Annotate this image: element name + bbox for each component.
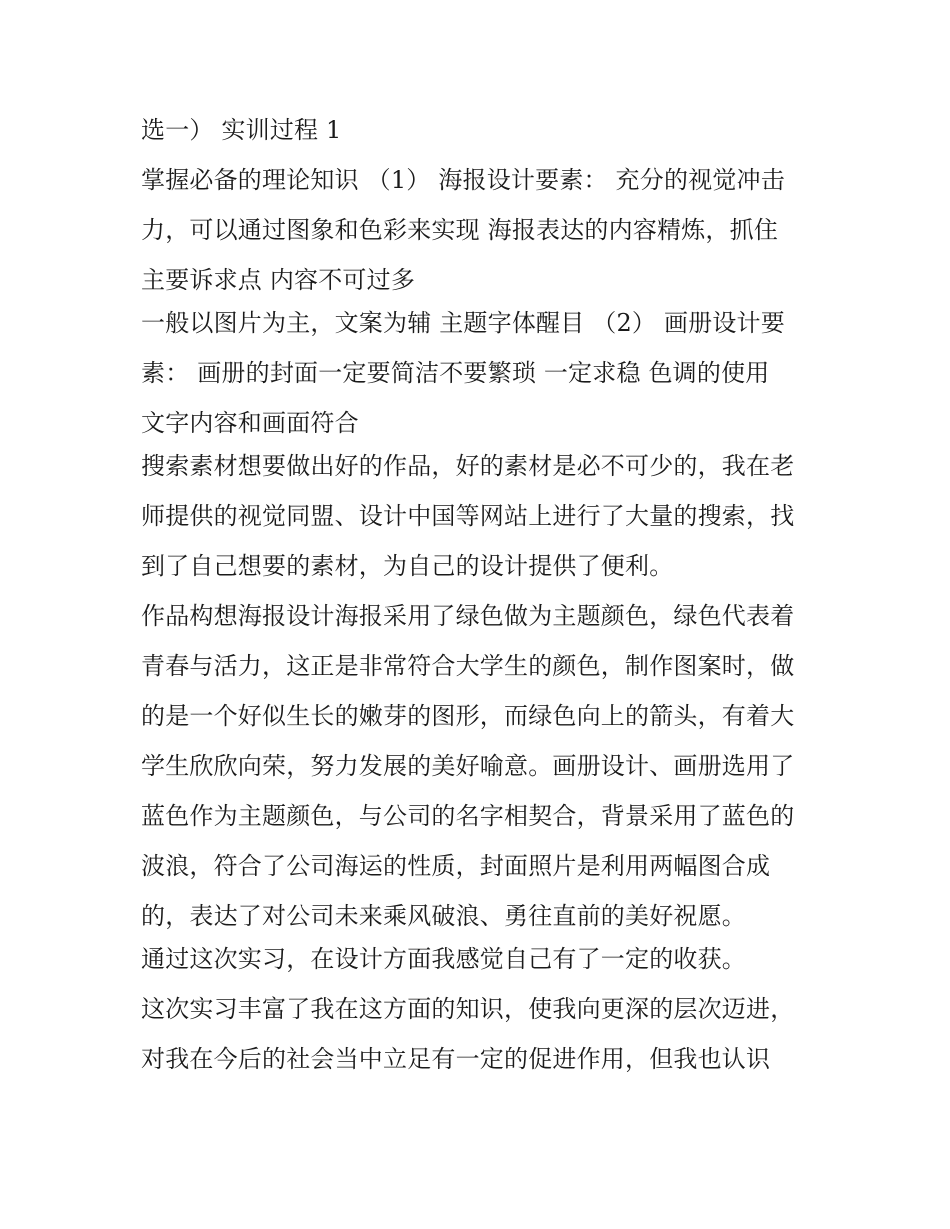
text-line: 的，表达了对公司未来乘风破浪、勇往直前的美好祝愿。 xyxy=(141,902,746,930)
text-line: 波浪，符合了公司海运的性质，封面照片是利用两幅图合成 xyxy=(141,852,771,880)
text-line: 主要诉求点 内容不可过多 xyxy=(141,266,416,294)
text-line: 到了自己想要的素材，为自己的设计提供了便利。 xyxy=(141,552,674,580)
text-line: 一般以图片为主，文案为辅 主题字体醒目 （2） 画册设计要 xyxy=(141,309,785,337)
document-body xyxy=(141,108,821,1087)
text-line: 文字内容和画面符合 xyxy=(141,409,359,437)
text-line: 选一） 实训过程 1 xyxy=(141,116,342,144)
text-line: 搜索素材想要做出好的作品，好的素材是必不可少的，我在老 xyxy=(141,452,795,480)
text-line: 力，可以通过图象和色彩来实现 海报表达的内容精炼，抓住 xyxy=(141,216,779,244)
text-line: 对我在今后的社会当中立足有一定的促进作用，但我也认识 xyxy=(141,1045,771,1073)
text-line: 的是一个好似生长的嫩芽的图形，而绿色向上的箭头，有着大 xyxy=(141,702,795,730)
text-line: 学生欣欣向荣，努力发展的美好喻意。画册设计、画册选用了 xyxy=(141,752,795,780)
text-line: 作品构想海报设计海报采用了绿色做为主题颜色，绿色代表着 xyxy=(141,602,795,630)
text-line: 通过这次实习，在设计方面我感觉自己有了一定的收获。 xyxy=(141,945,746,973)
text-line: 素： 画册的封面一定要简洁不要繁琐 一定求稳 色调的使用 xyxy=(141,359,770,387)
text-line: 青春与活力，这正是非常符合大学生的颜色，制作图案时，做 xyxy=(141,652,795,680)
text-line: 蓝色作为主题颜色，与公司的名字相契合，背景采用了蓝色的 xyxy=(141,802,795,830)
text-line: 师提供的视觉同盟、设计中国等网站上进行了大量的搜索，找 xyxy=(141,502,795,530)
text-line: 这次实习丰富了我在这方面的知识，使我向更深的层次迈进， xyxy=(141,995,795,1023)
text-line: 掌握必备的理论知识 （1） 海报设计要素： 充分的视觉冲击 xyxy=(141,166,785,194)
